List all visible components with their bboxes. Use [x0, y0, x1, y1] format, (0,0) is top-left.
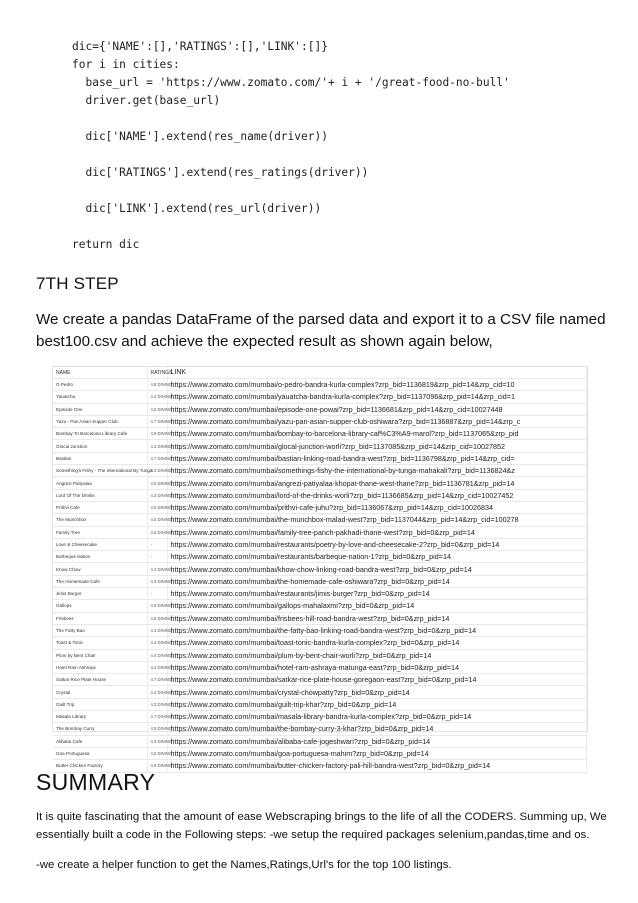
cell-rating: 4.5 DINING	[147, 514, 167, 526]
cell-name: Frisbees	[53, 612, 147, 624]
code-line	[72, 218, 612, 236]
cell-rating: 4.7 DINING	[147, 674, 167, 686]
cell-link: https://www.zomato.com/mumbai/gallops-mahalaxmi?zrp_bid=0&zrp_pid=14	[167, 600, 587, 612]
code-line: dic['RATINGS'].extend(res_ratings(driver))	[72, 166, 369, 179]
cell-rating: 4.5 DINING	[147, 501, 167, 513]
cell-link: https://www.zomato.com/mumbai/prithvi-cafe-juhu?zrp_bid=1136067&zrp_pid=14&zrp_cid=10026834	[167, 501, 587, 513]
code-line	[72, 110, 612, 128]
table-row	[53, 403, 587, 415]
code-line: driver.get(base_url)	[72, 94, 221, 107]
table-row	[53, 575, 587, 587]
cell-link: https://www.zomato.com/mumbai/the-fatty-bao-linking-road-bandra-west?zrp_bid=0&zrp_pid=14	[167, 624, 587, 636]
cell-link: https://www.zomato.com/mumbai/yauatcha-bandra-kurla-complex?zrp_bid=1137096&zrp_pid=14&zrp_cid=1	[167, 391, 587, 403]
table-row	[53, 477, 587, 489]
summary-heading: SUMMARY	[36, 769, 156, 795]
code-line: return dic	[72, 238, 140, 251]
cell-link: https://www.zomato.com/mumbai/frisbees-hill-road-bandra-west?zrp_bid=0&zrp_pid=14	[167, 612, 587, 624]
cell-link: https://www.zomato.com/mumbai/bombay-to-barcelona-library-caf%C3%A9-marol?zrp_bid=1137065&zrp_pid	[167, 428, 587, 440]
table-row	[53, 698, 587, 710]
table-row	[53, 649, 587, 661]
cell-rating: 4.3 DINING	[147, 465, 167, 477]
table-row	[53, 415, 587, 427]
cell-name: Hotel Ram Ashraya	[53, 661, 147, 673]
cell-rating: 4.5 DINING	[147, 477, 167, 489]
cell-rating: 4.5 DINING	[147, 403, 167, 415]
code-line: dic['NAME'].extend(res_name(driver))	[72, 130, 328, 143]
cell-link: https://www.zomato.com/mumbai/alibaba-cafe-jogeshwari?zrp_bid=0&zrp_pid=14	[167, 735, 587, 747]
cell-name: Guilt Trip	[53, 698, 147, 710]
summary-paragraph-1: It is quite fascinating that the amount of ease Webscraping brings to the life of all the CODERS. Summing up, We essentially built a code in the Following steps: -we setup the required packages selenium,pandas,time and os.	[36, 811, 607, 841]
cell-rating: 4.5 DINING	[147, 747, 167, 759]
cell-name: Gallops	[53, 600, 147, 612]
cell-name: Alibaba Cafe	[53, 735, 147, 747]
cell-name: Yauatcha	[53, 391, 147, 403]
cell-name: Barbeque Nation	[53, 551, 147, 563]
cell-link: https://www.zomato.com/mumbai/plum-by-bent-chair-worli?zrp_bid=0&zrp_pid=14	[167, 649, 587, 661]
header-name: NAME	[53, 367, 147, 379]
cell-link: https://www.zomato.com/mumbai/the-munchbox-malad-west?zrp_bid=1137044&zrp_pid=14&zrp_cid=100278	[167, 514, 587, 526]
cell-link: https://www.zomato.com/mumbai/bastian-linking-road-bandra-west?zrp_bid=1136798&zrp_pid=14&zrp_cid=	[167, 452, 587, 464]
table-row	[53, 391, 587, 403]
cell-link: https://www.zomato.com/mumbai/hotel-ram-ashraya-matunga-east?zrp_bid=0&zrp_pid=14	[167, 661, 587, 673]
table-row	[53, 661, 587, 673]
table-row	[53, 440, 587, 452]
cell-name: The Bombay Curry	[53, 723, 147, 735]
cell-link: https://www.zomato.com/mumbai/masala-library-bandra-kurla-complex?zrp_bid=0&zrp_pid=14	[167, 711, 587, 723]
cell-name: Satkar Rice Plate House	[53, 674, 147, 686]
cell-link: https://www.zomato.com/mumbai/episode-one-powai?zrp_bid=1136681&zrp_pid=14&zrp_cid=10027448	[167, 403, 587, 415]
table-row	[53, 637, 587, 649]
table-row	[53, 711, 587, 723]
cell-name: Prithvi Cafe	[53, 501, 147, 513]
table-row	[53, 465, 587, 477]
cell-link: https://www.zomato.com/mumbai/family-tree-panch-pakhadi-thane-west?zrp_bid=0&zrp_pid=14	[167, 526, 587, 538]
cell-rating: -	[147, 551, 167, 563]
cell-rating: 4.5 DINING	[147, 612, 167, 624]
table-row	[53, 674, 587, 686]
table-row	[53, 526, 587, 538]
table-header-row	[53, 367, 587, 379]
cell-rating: 4.5 DINING	[147, 723, 167, 735]
code-line: dic={'NAME':[],'RATINGS':[],'LINK':[]}	[72, 40, 328, 53]
cell-name: Jimis Burger	[53, 588, 147, 600]
table-row	[53, 551, 587, 563]
cell-link: https://www.zomato.com/mumbai/the-bombay-curry-3-khar?zrp_bid=0&zrp_pid=14	[167, 723, 587, 735]
cell-name: O Pedro	[53, 379, 147, 391]
cell-link: https://www.zomato.com/mumbai/restaurants/barbeque-nation-1?zrp_bid=0&zrp_pid=14	[167, 551, 587, 563]
cell-rating: 4.3 DINING	[147, 575, 167, 587]
cell-link: https://www.zomato.com/mumbai/o-pedro-bandra-kurla-complex?zrp_bid=1136819&zrp_pid=14&zrp_cid=10	[167, 379, 587, 391]
table-row	[53, 686, 587, 698]
table-row	[53, 747, 587, 759]
cell-link: https://www.zomato.com/mumbai/goa-portuguesa-mahim?zrp_bid=0&zrp_pid=14	[167, 747, 587, 759]
cell-name: Goa Portuguesa	[53, 747, 147, 759]
table-row	[53, 489, 587, 501]
code-block	[72, 38, 612, 254]
table-row	[53, 600, 587, 612]
cell-name: Glocal Junction	[53, 440, 147, 452]
cell-name: Episode One	[53, 403, 147, 415]
table-row	[53, 612, 587, 624]
code-line: for i in cities:	[72, 58, 180, 71]
cell-name: Family Tree	[53, 526, 147, 538]
cell-link: https://www.zomato.com/mumbai/guilt-trip-khar?zrp_bid=0&zrp_pid=14	[167, 698, 587, 710]
table-row	[53, 428, 587, 440]
cell-link: https://www.zomato.com/mumbai/butter-chicken-factory-pali-hill-bandra-west?zrp_bid=0&zrp_pid=14	[167, 760, 587, 772]
cell-rating: 4.3 DINING	[147, 735, 167, 747]
cell-rating: 4.9 DINING	[147, 428, 167, 440]
code-line	[72, 146, 612, 164]
cell-link: https://www.zomato.com/mumbai/somethings-fishy-the-international-by-tunga-mahakali?zrp_bid=1136824&z	[167, 465, 587, 477]
cell-name: Bombay To Barcelona Library Cafe	[53, 428, 147, 440]
table-row	[53, 588, 587, 600]
table-row	[53, 538, 587, 550]
cell-name: Yazu - Pan Asian Supper Club	[53, 415, 147, 427]
cell-link: https://www.zomato.com/mumbai/crystal-chowpatty?zrp_bid=0&zrp_pid=14	[167, 686, 587, 698]
code-line: base_url = 'https://www.zomato.com/'+ i + '/great-food-no-bull'	[72, 76, 510, 89]
cell-link: https://www.zomato.com/mumbai/angrezi-patiyalaa-khopat-thane-west-thane?zrp_bid=1136781&zrp_pid=14	[167, 477, 587, 489]
cell-link: https://www.zomato.com/mumbai/yazu-pan-asian-supper-club-oshiwara?zrp_bid=1136887&zrp_pid=14&zrp_c	[167, 415, 587, 427]
cell-link: https://www.zomato.com/mumbai/glocal-junction-worli?zrp_bid=1137085&zrp_pid=14&zrp_cid=10027852	[167, 440, 587, 452]
cell-rating: 4.4 DINING	[147, 661, 167, 673]
cell-link: https://www.zomato.com/mumbai/the-homemade-cafe-oshiwara?zrp_bid=0&zrp_pid=14	[167, 575, 587, 587]
table-row	[53, 501, 587, 513]
cell-rating: 4.4 DINING	[147, 563, 167, 575]
cell-name: Masala Library	[53, 711, 147, 723]
cell-rating: 4.4 DINING	[147, 686, 167, 698]
table-row	[53, 379, 587, 391]
table-row	[53, 514, 587, 526]
cell-name: The Munchbox	[53, 514, 147, 526]
cell-link: https://www.zomato.com/mumbai/restaurants/poetry-by-love-and-cheesecake-2?zrp_bid=0&zrp_pid=14	[167, 538, 587, 550]
cell-rating: 4.5 DINING	[147, 600, 167, 612]
header-link: LINK	[167, 367, 587, 379]
code-line: dic['LINK'].extend(res_url(driver))	[72, 202, 322, 215]
cell-rating: 4.7 DINING	[147, 711, 167, 723]
cell-rating: 4.7 DINING	[147, 415, 167, 427]
table-row	[53, 735, 587, 747]
table-row	[53, 624, 587, 636]
cell-name: Love & Cheesecake	[53, 538, 147, 550]
cell-name: Butter Chicken Factory	[53, 760, 147, 772]
cell-name: Crystal	[53, 686, 147, 698]
cell-rating: 4.3 DINING	[147, 440, 167, 452]
cell-link: https://www.zomato.com/mumbai/satkar-rice-plate-house-goregaon-east?zrp_bid=0&zrp_pid=14	[167, 674, 587, 686]
cell-name: Khow Chow	[53, 563, 147, 575]
cell-rating: 4.4 DINING	[147, 391, 167, 403]
step-heading: 7TH STEP	[36, 274, 119, 293]
header-ratings: RATINGS	[147, 367, 167, 379]
step-paragraph: We create a pandas DataFrame of the parsed data and export it to a CSV file named best100.csv and achieve the expected result as shown again below,	[36, 311, 606, 350]
cell-rating: 4.4 DINING	[147, 649, 167, 661]
spreadsheet-screenshot	[52, 366, 588, 771]
cell-rating: -	[147, 588, 167, 600]
cell-name: Toast & Tonic	[53, 637, 147, 649]
cell-rating: 4.3 DINING	[147, 624, 167, 636]
cell-name: Bastian	[53, 452, 147, 464]
cell-name: Plum by Bent Chair	[53, 649, 147, 661]
cell-name: The Fatty Bao	[53, 624, 147, 636]
table-row	[53, 452, 587, 464]
cell-link: https://www.zomato.com/mumbai/restaurants/jimis-burger?zrp_bid=0&zrp_pid=14	[167, 588, 587, 600]
cell-name: The Homemade Cafe	[53, 575, 147, 587]
cell-rating: 4.7 DINING	[147, 452, 167, 464]
cell-link: https://www.zomato.com/mumbai/khow-chow-linking-road-bandra-west?zrp_bid=0&zrp_pid=14	[167, 563, 587, 575]
table-row	[53, 563, 587, 575]
cell-name: Angrezi Patiyalaa	[53, 477, 147, 489]
table-row	[53, 723, 587, 735]
cell-rating: 4.6 DINING	[147, 526, 167, 538]
summary-paragraph-2: -we create a helper function to get the Names,Ratings,Url's for the top 100 listings.	[36, 859, 452, 871]
cell-rating: -	[147, 538, 167, 550]
results-table	[53, 367, 587, 773]
cell-rating: 4.6 DINING	[147, 760, 167, 772]
code-line	[72, 182, 612, 200]
cell-name: Something's Fishy - The International By Tunga	[53, 465, 147, 477]
cell-link: https://www.zomato.com/mumbai/toast-tonic-bandra-kurla-complex?zrp_bid=0&zrp_pid=14	[167, 637, 587, 649]
cell-rating: 4.3 DINING	[147, 637, 167, 649]
cell-rating: 4.3 DINING	[147, 489, 167, 501]
cell-rating: 4.8 DINING	[147, 379, 167, 391]
cell-rating: 4.3 DINING	[147, 698, 167, 710]
cell-name: Lord Of The Drinks	[53, 489, 147, 501]
cell-link: https://www.zomato.com/mumbai/lord-of-the-drinks-worli?zrp_bid=1136685&zrp_pid=14&zrp_cid=10027452	[167, 489, 587, 501]
